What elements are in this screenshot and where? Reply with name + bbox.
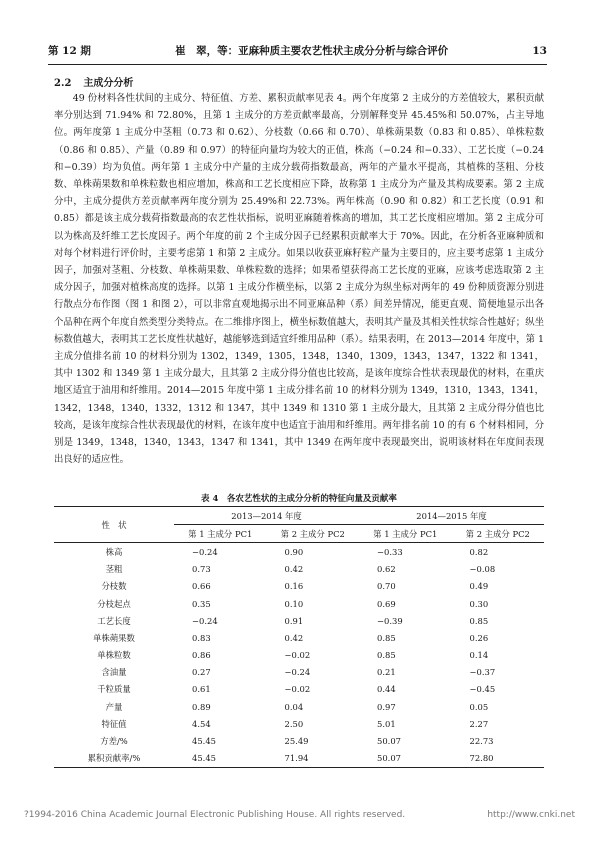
value-cell: 0.42 <box>284 632 304 643</box>
footer-url: http://www.cnki.net <box>487 810 575 820</box>
footer <box>24 810 575 820</box>
value-cell: 0.85 <box>377 632 396 643</box>
pc-header: 第 1 主成分 PC1 <box>359 525 452 543</box>
value-cell: 0.91 <box>284 615 304 626</box>
value-cell: 0.16 <box>284 581 304 592</box>
running-header <box>48 43 547 63</box>
section-title: 主成分分析 <box>83 78 134 89</box>
value-cell: −0.08 <box>469 564 496 575</box>
value-cell: 4.54 <box>192 718 211 729</box>
value-cell: 45.45 <box>174 750 267 768</box>
value-cell: −0.24 <box>192 615 218 626</box>
value-cell: 45.45 <box>192 736 216 747</box>
section-number: 2.2 <box>54 78 72 89</box>
value-cell: 0.85 <box>469 615 489 626</box>
table-row <box>54 664 544 681</box>
paragraph: 49 份材料各性状间的主成分、特征值、方差、累积贡献率见表 4。两个年度第 2 主成分的方差值较大，累积贡献率分别达到 71.94% 和 72.80%，且第 1 主成分的方差贡献率最高，分别解释变异 45.45%和 50.07%，占主导地位。两年度第 1 主成分中茎粗（0.73 和 0.62）、分枝数（0.66 和 0.70）、单株蒴果数（0.83 和 0.85）、单株粒数（0.86 和 0.85）、产量（0.89 和 0.97）的特征向量均为较大的正值，株高（−0.24 和−0.33）、工艺长度（−0.24 和−0.39）均为负值。两年第 1 主成分中产量的主成分载荷指数最高，两年的产量水平提高，其植株的茎粗、分枝数、单株蒴果数和单株粒数也相应增加，株高和工艺长度相应下降，故称第 1 主成分为产量及其构成要素。第 2 主成分中，主成分提供方差贡献率两年度分别为 25.49%和 22.73%。两年株高（0.90 和 0.82）和工艺长度（0.91 和 0.85）都是该主成分载荷指数最高的农艺性状指标，说明亚麻随着株高的增加，其工艺长度相应增加。第 2 主成分可以为株高及纤维工艺长度因子。两个年度的前 2 个主成分因子已经累积贡献率大于 70%。因此，在分析各亚麻种质和对每个材料进行评价时，主要考虑第 1 和第 2 主成分。如果以收获亚麻籽粒产量为主要目的，应主要考虑第 1 主成分因子，加强对茎粗、分枝数、单株蒴果数、单株粒数的选择；如果希望获得高工艺长度的亚麻，应该考虑选取第 2 主成分因子，加强对植株高度的选择。以第 1 主成分作横坐标，以第 2 主成分为纵坐标对两年的 49 份种质资源分别进行散点分布作图（图 1 和图 2），可以非常直观地揭示出不同亚麻品种（系）间差异情况，能更直观、简便地显示出各个品种在两个年度自然类型分类特点。在二维排序图上，横坐标数值越大，表明其产量及其相关性状综合性越好；纵坐标数值越大，表明其工艺长度性状越好，越能够选到适宜纤维用品种（系）。结果表明，在 2013—2014 年度中，第 1 主成分值排名前 10 的材料分别为 1302，1349，1305，1348，1340，1309，1343，1347，1322 和 1341，其中 1302 和 1349 第 1 主成分最大，且其第 2 主成分得分值也比较高，是该年度综合性状表现最优的材料，在重庆地区适宜于油用和纤维用。2014—2015 年度中第 1 主成分排名前 10 的材料分别为 1349，1310，1343，1341，1342，1348，1340，1332，1312 和 1347，其中 1349 和 1310 第 1 主成分最大，且其第 2 主成分得分值也比较高，是该年度综合性状表现最优的材料，在该年度中也适宜于油用和纤维用。两年排名前 10 的有 6 个材料相同，分别是 1349，1348，1340，1343，1347 和 1341，其中 1349 在两年度中表现最突出，说明该材料在年度间表现出良好的适应性。 <box>54 93 544 466</box>
issue-number: 第 12 期 <box>48 45 91 57</box>
value-cell: 0.90 <box>284 546 304 557</box>
value-cell: 0.04 <box>284 701 304 712</box>
value-cell: 0.62 <box>377 564 396 575</box>
value-cell: 0.14 <box>469 650 489 661</box>
trait-header: 性 状 <box>54 507 174 543</box>
value-cell: 0.44 <box>377 684 396 695</box>
value-cell: 0.61 <box>192 684 211 695</box>
value-cell: 0.66 <box>192 581 211 592</box>
trait-cell: 分枝起点 <box>97 598 131 609</box>
header-rule <box>48 64 547 65</box>
value-cell: 0.82 <box>469 546 489 557</box>
value-cell: 0.97 <box>377 701 396 712</box>
running-title: 崔 翠，等：亚麻种质主要农艺性状主成分分析与综合评价 <box>175 45 449 57</box>
table-row <box>54 732 544 749</box>
trait-cell: 工艺长度 <box>97 615 131 626</box>
table-row <box>54 647 544 664</box>
trait-cell: 分枝数 <box>101 581 127 592</box>
value-cell: 5.01 <box>377 718 396 729</box>
value-cell: −0.02 <box>284 650 311 661</box>
trait-cell: 单株粒数 <box>97 650 131 661</box>
table-row <box>54 715 544 732</box>
table-caption: 表 4 各农艺性状的主成分分析的特征向量及贡献率 <box>201 494 397 504</box>
trait-cell: 茎粗 <box>105 564 123 575</box>
body-text <box>54 90 544 468</box>
value-cell: 0.85 <box>377 650 396 661</box>
table-row <box>54 561 544 578</box>
table-row <box>54 612 544 629</box>
trait-cell: 累积贡献率/% <box>54 750 174 768</box>
value-cell: −0.39 <box>377 615 403 626</box>
table-row <box>54 750 544 768</box>
value-cell: 22.73 <box>469 736 494 747</box>
value-cell: 0.10 <box>284 598 304 609</box>
trait-cell: 特征值 <box>101 718 127 729</box>
value-cell: −0.45 <box>469 684 496 695</box>
value-cell: −0.02 <box>284 684 311 695</box>
value-cell: 0.30 <box>469 598 489 609</box>
value-cell: 0.42 <box>284 564 304 575</box>
pc-header: 第 1 主成分 PC1 <box>174 525 267 543</box>
year-header: 2013—2014 年度 <box>174 507 359 525</box>
table-row <box>54 543 544 561</box>
value-cell: 0.83 <box>192 632 211 643</box>
value-cell: 2.50 <box>284 718 304 729</box>
pc-header: 第 2 主成分 PC2 <box>267 525 360 543</box>
value-cell: 50.07 <box>377 736 401 747</box>
trait-cell: 单株蒴果数 <box>93 632 135 643</box>
pc-header: 第 2 主成分 PC2 <box>452 525 545 543</box>
value-cell: 71.94 <box>267 750 360 768</box>
trait-cell: 含油量 <box>101 667 127 678</box>
value-cell: 0.89 <box>192 701 211 712</box>
trait-cell: 千粒质量 <box>97 684 131 695</box>
value-cell: 0.35 <box>192 598 211 609</box>
value-cell: −0.33 <box>377 546 403 557</box>
value-cell: 0.05 <box>469 701 489 712</box>
section-heading <box>54 74 133 89</box>
pca-table <box>54 506 544 768</box>
value-cell: −0.24 <box>192 546 218 557</box>
year-header: 2014—2015 年度 <box>359 507 544 525</box>
value-cell: 0.73 <box>192 564 211 575</box>
value-cell: 0.26 <box>469 632 489 643</box>
value-cell: 0.69 <box>377 598 396 609</box>
table-row <box>54 681 544 698</box>
value-cell: 0.70 <box>377 581 396 592</box>
table-row <box>54 578 544 595</box>
value-cell: −0.24 <box>284 667 311 678</box>
trait-cell: 方差/% <box>100 736 128 747</box>
value-cell: 0.27 <box>192 667 211 678</box>
table-row <box>54 698 544 715</box>
value-cell: 0.86 <box>192 650 211 661</box>
value-cell: −0.37 <box>469 667 496 678</box>
value-cell: 25.49 <box>284 736 309 747</box>
value-cell: 0.49 <box>469 581 489 592</box>
trait-cell: 产量 <box>105 701 123 712</box>
value-cell: 50.07 <box>359 750 452 768</box>
page-number: 13 <box>532 45 547 57</box>
table-row <box>54 595 544 612</box>
table-row <box>54 629 544 646</box>
value-cell: 0.21 <box>377 667 396 678</box>
value-cell: 72.80 <box>452 750 545 768</box>
value-cell: 2.27 <box>469 718 489 729</box>
trait-cell: 株高 <box>105 546 123 557</box>
copyright-text: ?1994-2016 China Academic Journal Electronic Publishing House. All rights reserved. <box>24 810 406 820</box>
